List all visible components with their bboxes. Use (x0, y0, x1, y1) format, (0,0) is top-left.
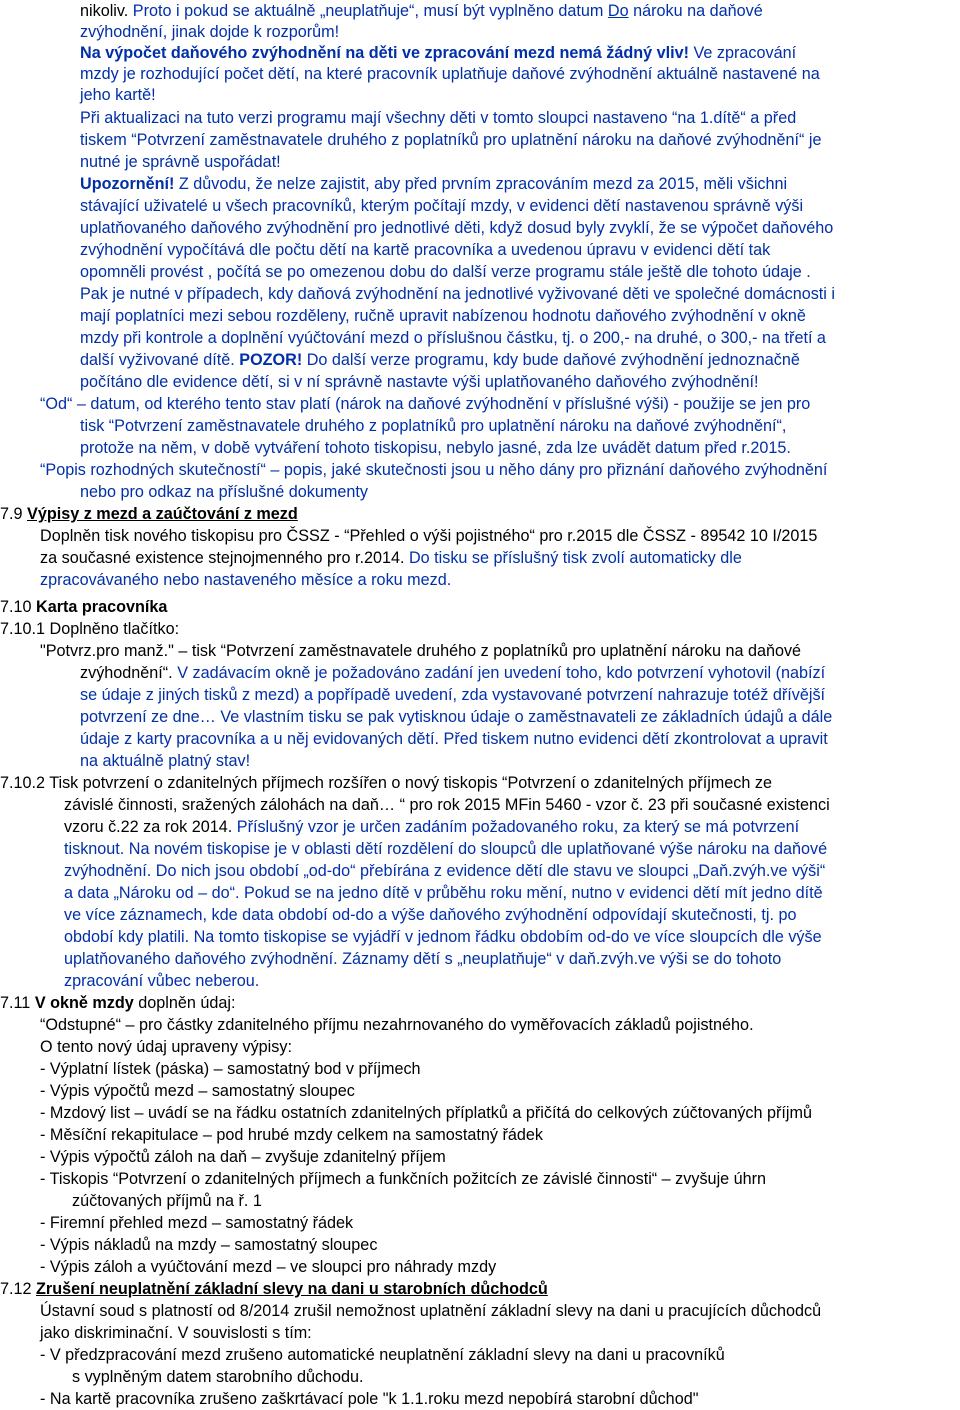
text-run: protože na něm, v době vytváření tohoto tiskopisu, nebylo jasné, zda lze uvádět datum před r.2015. (80, 439, 791, 457)
text-line (40, 1212, 353, 1234)
text-run: Upozornění! (80, 175, 175, 193)
text-run: zvýhodnění“. (80, 664, 178, 682)
text-run: Do další verze programu, kdy bude daňové zvýhodnění jednoznačně (302, 351, 800, 369)
text-run: - V předzpracování mezd zrušeno automatické neuplatnění základní slevy na dani u pracovníků (40, 1346, 725, 1364)
text-line (40, 1322, 312, 1344)
text-run: zpracování vůbec neberou. (64, 972, 260, 990)
text-run: - Výplatní lístek (páska) – samostatný bod v příjmech (40, 1060, 421, 1078)
text-line (80, 107, 796, 129)
text-line (80, 706, 832, 728)
text-run: na aktuálně platný stav! (80, 752, 251, 770)
text-line (40, 393, 810, 415)
text-run: závislé činnosti, sražených zálohách na daň… “ pro rok 2015 MFin 5460 - vzor č. 23 při současné existenci (64, 796, 830, 814)
text-run: “Odstupné“ – pro částky zdanitelného příjmu nezahrnovaného do vyměřovacích základů pojistného. (40, 1016, 754, 1034)
text-line (80, 750, 250, 772)
text-run: Výpisy z mezd a zaúčtování z mezd (27, 505, 298, 523)
text-run: nikoliv. (80, 2, 133, 20)
text-run: - Výpis výpočtů záloh na daň – zvyšuje zdanitelný příjem (40, 1148, 446, 1166)
text-line (40, 1344, 725, 1366)
text-run: další vyživované dítě. (80, 351, 240, 369)
text-run: s vyplněným datem starobního důchodu. (72, 1368, 364, 1386)
text-line (80, 327, 826, 349)
text-line (0, 992, 235, 1014)
text-line (80, 684, 825, 706)
text-line (80, 371, 759, 393)
text-run: zpracovávaného nebo nastaveného měsíce a roku mezd. (40, 571, 452, 589)
text-run: nutné je správně uspořádat! (80, 153, 281, 171)
text-line (40, 1058, 421, 1080)
text-line (40, 459, 827, 481)
text-run: mají poplatníci mezi sebou rozděleny, ručně upravit nabízenou hodnotu daňového zvýhodnění v okně (80, 307, 806, 325)
text-run: Zrušení neuplatnění základní slevy na dani u starobních důchodců (36, 1280, 548, 1298)
text-run: zvýhodnění, jinak dojde k rozporům! (80, 23, 340, 41)
text-run: - Mzdový list – uvádí se na řádku ostatních zdanitelných příplatků a přičítá do celkových zúčtovaných příjmů (40, 1104, 812, 1122)
text-run: Proto i pokud se aktuálně „neuplatňuje“, musí být vyplněno datum (132, 2, 608, 20)
text-line (64, 948, 781, 970)
text-line (80, 173, 787, 195)
text-run: - Výpis nákladů na mzdy – samostatný sloupec (40, 1236, 378, 1254)
text-run: počítáno dle evidence dětí, si v ní správně nastavte výši uplatňovaného daňového zvýhodnění! (80, 373, 759, 391)
text-run: POZOR! (239, 351, 303, 369)
text-run: - Firemní přehled mezd – samostatný řádek (40, 1214, 354, 1232)
text-line (0, 503, 298, 525)
text-line (0, 618, 179, 640)
text-run: Ve zpracování (689, 44, 797, 62)
text-line (80, 261, 811, 283)
text-run: zvýhodnění vypočítává dle počtu dětí na kartě pracovníka a uvedenou úpravu v evidenci dětí tak (80, 241, 771, 259)
text-run: V zadávacím okně je požadováno zadání jen uvedení toho, kdo potvrzení vyhotovil (nabízí (177, 664, 826, 682)
text-line (80, 481, 368, 503)
text-run: 7.10.2 Tisk potvrzení o zdanitelných příjmech rozšířen o nový tiskopis “Potvrzení o zdanitelných příjmech ze (0, 774, 772, 792)
text-run: uplatňovaného daňového zvýhodnění. Záznamy dětí s „neuplatňuje“ v daň.zvýh.ve výši se do tohoto (64, 950, 782, 968)
text-run: mzdy je rozhodující počet dětí, na které pracovník uplatňuje daňové zvýhodnění aktuálně nastavené na (80, 65, 820, 83)
text-run: V okně mzdy (34, 994, 134, 1012)
text-run: se údaje z jiných tisků z mezd) a popřípadě uvedení, zda vystavované potvrzení nahrazuje totéž dřívější (80, 686, 826, 704)
text-run: “Popis rozhodných skutečností“ – popis, jaké skutečnosti jsou u něho dány pro přiznání daňového zvýhodnění (40, 461, 828, 479)
text-line (40, 1036, 292, 1058)
text-run: - Výpis záloh a vyúčtování mezd – ve sloupci pro náhrady mzdy (40, 1258, 497, 1276)
text-line (64, 970, 259, 992)
text-run: - Výpis výpočtů mezd – samostatný sloupec (40, 1082, 355, 1100)
text-line (80, 129, 821, 151)
text-run: Při aktualizaci na tuto verzi programu mají všechny děti v tomto sloupci nastaveno “na 1.dítě“ a před (80, 109, 797, 127)
text-run: zúčtovaných příjmů na ř. 1 (72, 1192, 262, 1210)
text-line (80, 42, 796, 64)
text-run: Pak je nutné v případech, kdy daňová zvýhodnění na jednotlivé vyživované děti ve společné domácnosti i (80, 285, 835, 303)
text-line (0, 772, 772, 794)
text-run: 7.9 (0, 505, 28, 523)
text-run: tisknout. Na novém tiskopise je v oblasti dětí rozdělení do sloupců dle uplatňované výše nároku na daňové (64, 840, 828, 858)
text-run: ve více záznamech, kde data období od-do a výše daňového zvýhodnění odpovídají skutečnosti, tj. po (64, 906, 797, 924)
text-line (0, 1278, 548, 1300)
text-run: Do (607, 2, 629, 20)
text-line (64, 904, 797, 926)
text-line (64, 882, 823, 904)
text-run: potvrzení ze dne… Ve vlastním tisku se pak vytisknou údaje o zaměstnavateli ze základních údajů a dále (80, 708, 833, 726)
text-run: Ústavní soud s platností od 8/2014 zrušil nemožnost uplatnění základní slevy na dani u pracujících důchodců (40, 1302, 822, 1320)
text-run: 7.12 (0, 1280, 37, 1298)
text-run: - Měsíční rekapitulace – pod hrubé mzdy celkem na samostatný řádek (40, 1126, 543, 1144)
text-line (64, 794, 830, 816)
text-run: období kdy platili. Na tomto tiskopise se vyjádří v jednom řádku obdobím od-do ve více sloupcích dle výše (64, 928, 822, 946)
text-line (80, 415, 786, 437)
text-run: stávající uživatelé u všech pracovníků, kterým počítají mzdy, v evidenci dětí nastavenou správně výši (80, 197, 804, 215)
text-run: doplněn údaj: (133, 994, 236, 1012)
text-run: "Potvrz.pro manž." – tisk “Potvrzení zaměstnavatele druhého z poplatníků pro uplatnění nároku na daňové (40, 642, 802, 660)
text-line (40, 569, 451, 591)
text-run: Do tisku se příslušný tisk zvolí automaticky dle (408, 549, 742, 567)
text-run: Na výpočet daňového zvýhodnění na děti ve zpracování mezd nemá žádný vliv! (80, 44, 689, 62)
text-line (80, 0, 763, 22)
text-line (40, 640, 801, 662)
text-run: a data „Nároku od – do“. Pokud se na jedno dítě v průběhu roku mění, nutno v evidenci dětí mít jedno dítě (64, 884, 823, 902)
text-line (80, 728, 828, 750)
text-run: tisk “Potvrzení zaměstnavatele druhého z poplatníků pro uplatnění nároku na daňové zvýhodnění“, (80, 417, 787, 435)
text-run: zvýhodnění. Do nich jsou období „od-do“ přebírána z evidence dětí dle stavu ve sloupci „Daň.zvýh.ve výši“ (64, 862, 826, 880)
text-run: údaje z karty pracovníka a u něj evidovaných dětí. Před tiskem nutno evidenci dětí zkontrolovat a upravit (80, 730, 828, 748)
text-line (80, 151, 281, 173)
text-run: nebo pro odkaz na příslušné dokumenty (80, 483, 368, 501)
text-line (40, 525, 817, 547)
text-line (80, 662, 825, 684)
text-line (40, 1300, 821, 1322)
text-run: Karta pracovníka (36, 598, 168, 616)
text-line (40, 1256, 496, 1278)
text-run: za současné existence stejnojmenného pro r.2014. (40, 549, 409, 567)
text-line (80, 21, 339, 43)
text-line (40, 1102, 812, 1124)
text-run: “Od“ – datum, od kterého tento stav platí (nárok na daňové zvýhodnění v příslušné výši) - použije se jen pro (40, 395, 811, 413)
text-run: jako diskriminační. V souvislosti s tím: (40, 1324, 312, 1342)
text-run: 7.11 (0, 994, 35, 1012)
text-line (80, 349, 800, 371)
text-run: tiskem “Potvrzení zaměstnavatele druhého z poplatníků pro uplatnění nároku na daňové zvýhodnění“ je (80, 131, 822, 149)
text-run: 7.10 (0, 598, 37, 616)
text-line (64, 838, 827, 860)
text-line (40, 1388, 698, 1410)
text-line (80, 63, 820, 85)
text-run: nároku na daňové (628, 2, 763, 20)
text-run: jeho kartě! (80, 86, 156, 104)
text-line (64, 926, 822, 948)
text-run: O tento nový údaj upraveny výpisy: (40, 1038, 292, 1056)
text-run: vzoru č.22 za rok 2014. (64, 818, 237, 836)
text-line (80, 283, 835, 305)
text-line (80, 195, 803, 217)
text-line (40, 1234, 377, 1256)
text-line (40, 1146, 446, 1168)
text-run: Doplněn tisk nového tiskopisu pro ČSSZ - “Přehled o výši pojistného“ pro r.2015 dle ČSSZ - 89542 10 I/2015 (40, 527, 818, 545)
text-line (80, 437, 791, 459)
text-run: Z důvodu, že nelze zajistit, aby před prvním zpracováním mezd za 2015, měli všichni (174, 175, 788, 193)
text-line (80, 305, 806, 327)
text-line (40, 1080, 355, 1102)
text-line (80, 239, 770, 261)
text-line (64, 816, 799, 838)
text-line (40, 1014, 754, 1036)
text-run: Příslušný vzor je určen zadáním požadovaného roku, za který se má potvrzení (236, 818, 800, 836)
text-line (72, 1190, 262, 1212)
text-line (40, 1124, 543, 1146)
text-run: opomněli provést , počítá se po omezenou dobu do další verze programu stále ještě dle tohoto údaje . (80, 263, 811, 281)
text-line (80, 84, 156, 106)
text-run: 7.10.1 Doplněno tlačítko: (0, 620, 180, 638)
text-line (0, 596, 167, 618)
text-run: mzdy při kontrole a doplnění vyúčtování mezd o příslušnou částku, tj. o 200,- na druhé, o 300,- na třetí a (80, 329, 826, 347)
text-line (80, 217, 833, 239)
text-line (40, 547, 742, 569)
text-run: uplatňovaného daňového zvýhodnění pro jednotlivé děti, když dosud byly zvyklí, že se výpočet daňového (80, 219, 834, 237)
text-line (64, 860, 825, 882)
text-run: - Na kartě pracovníka zrušeno zaškrtávací pole "k 1.1.roku mezd nepobírá starobní důchod" (40, 1390, 699, 1408)
text-run: - Tiskopis “Potvrzení o zdanitelných příjmech a funkčních požitcích ze závislé činnosti“ – zvyšuje úhrn (40, 1170, 767, 1188)
text-line (40, 1168, 766, 1190)
text-line (72, 1366, 364, 1388)
